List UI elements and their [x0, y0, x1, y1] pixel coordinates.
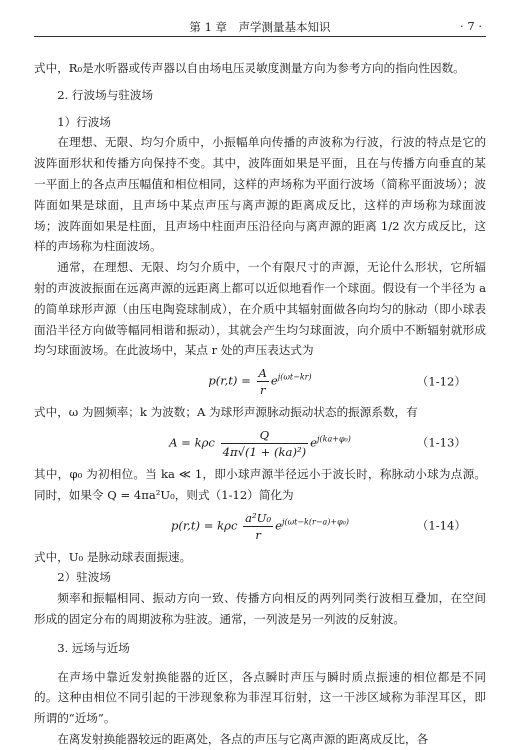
chapter-title: 第 1 章 声学测量基本知识: [189, 20, 331, 34]
paragraph: 式中，ω 为圆频率；k 为波数；A 为球形声源脉动振动状态的振源系数，有: [34, 405, 418, 420]
paragraph: 在理想、无限、均匀介质中，小振幅单向传播的声波称为行波，行波的特点是它的波阵面形状和传播方向保持不变。其中，波阵面如果是平面，且在与传播方向垂直的某一平面上的各点声压幅值和相位相同，这样的声场称为平面行波场（简称平面波场）；波阵面如果是球面，且声场中某点声压与离声源的距离成反比，这样的声场称为球面波场；波阵面如果是柱面，且声场中柱面声压沿径向与离声源的距离 1/2 次方成反比，这样的声场称为柱面波场。: [34, 135, 486, 254]
paragraph: 通常，在理想、无限、均匀介质中，一个有限尺寸的声源，无论什么形状，它所辐射的声波波振面在远离声源的远距离上都可以近似地看作一个球面。假设有一个半径为 a 的简单球形声源（由压电陶瓷球制成），在介质中其辐射面做各向均匀的脉动（即小球表面沿半径方向做等幅同相谐和振动），其就会产生均匀球面波，向介质中不断辐射就形成均匀球面波场。在此波场中，某点 r 处的声压表达式为: [34, 260, 486, 358]
subsection-heading: 1）行波场: [57, 114, 111, 129]
exponent: j(ωt−k(r−a)+φ₀): [281, 517, 350, 527]
paragraph: 频率和振幅相同、振动方向一致、传播方向相反的两列同类行波相互叠加，在空间形成的固定分布的周期波称为驻波。通常，一列波是另一列波的反射波。: [34, 591, 486, 626]
subsection-heading: 2）驻波场: [57, 570, 111, 585]
equation-1-13: A = kρc $\frac{Q}{\text{4π√(1 + (ka)²)}}$ $e^{j(ka+\varphi_0)}$ （1-13）: [169, 427, 466, 459]
equation-number: （1-14）: [416, 518, 466, 533]
paragraph: 式中，U₀ 是脉动球表面振速。: [34, 549, 192, 564]
fraction-numerator: A: [258, 366, 267, 381]
equation-1-12: p(r,t) = $\frac{A}{r}$ $e^{j(\omega t-kr)}$ （1-12）: [208, 366, 466, 398]
fraction-denominator: r: [259, 383, 266, 398]
section-heading: 3. 远场与近场: [57, 640, 130, 655]
fraction-numerator: Q: [221, 427, 309, 444]
page-body: [34, 58, 486, 750]
page-number: · 7 ·: [460, 19, 482, 33]
exponent: j(ka+φ₀): [317, 434, 351, 444]
section-heading: 2. 行波场与驻波场: [57, 87, 154, 102]
paragraph: 在离发射换能器较远的距离处，各点的声压与它离声源的距离成反比，各: [57, 731, 429, 746]
equation-lhs: A = kρc: [169, 435, 215, 450]
equation-lhs: p(r,t) =: [208, 373, 251, 388]
equation-number: （1-13）: [416, 436, 466, 451]
fraction-denominator: r: [255, 527, 261, 542]
paragraph: 其中，φ₀ 为初相位。当 ka ≪ 1，即小球声源半径远小于波长时，称脉动小球为点源。同时，如果令 Q = 4πa²U₀，则式（1-12）简化为: [34, 466, 486, 502]
equation-1-14: p(r,t) = kρc $\frac{\text{a²U₀}}{r}$ $e^{j(\omega t-k(r-a)+\varphi_0)}$ （1-14）: [170, 510, 466, 542]
paragraph: 在声场中靠近发射换能器的近区，各点瞬时声压与瞬时质点振速的相位都是不同的。这种由相位不同引起的干涉现象称为菲涅耳衍射，这一干涉区域称为菲涅耳区，即所谓的“近场”。: [34, 669, 486, 726]
fraction-denominator: 4π√(1 + (ka)²): [222, 444, 307, 459]
equation-lhs: p(r,t) = kρc: [170, 518, 238, 533]
paragraph: 式中，R₀是水听器或传声器以自由场电压灵敏度测量方向为参考方向的指向性因数。: [34, 61, 465, 75]
equation-number: （1-12）: [416, 374, 466, 389]
exponent: j(ωt−kr): [277, 372, 312, 382]
running-header: [34, 10, 486, 37]
fraction-numerator: a²U₀: [245, 510, 272, 525]
